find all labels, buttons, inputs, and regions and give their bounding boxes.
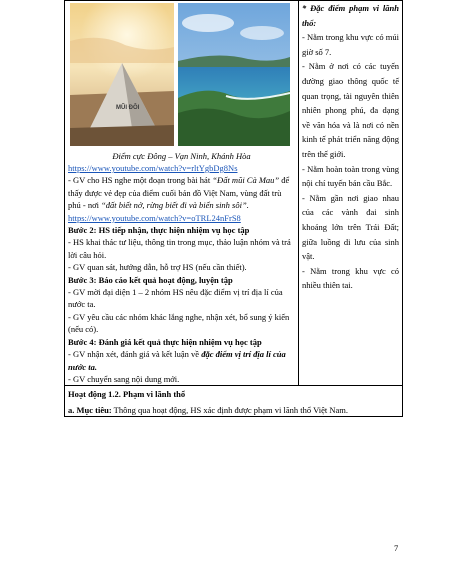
activity-goal [68,404,399,416]
right-item-4: - Nằm gần nơi giao nhau của các vành đai sinh khoáng lớn trên Trái Đất; giữa luồng di lưu của sinh vật. [302,192,399,262]
step3-title: Bước 3: Báo cáo kết quả hoạt động, luyện tập [68,274,233,285]
step2-item-1: - HS khai thác tư liệu, thông tin trong mục, thảo luận nhóm và trả lời câu hỏi. [68,237,291,260]
product-cell [299,1,403,386]
song-title: “Đất mũi Cà Mau” [212,175,280,186]
coast-photo [178,3,290,146]
photo-row [68,3,295,148]
goal-label: a. Mục tiêu: [68,404,112,415]
monument-photo [70,3,174,146]
right-item-2: - Nằm ở nơi có các tuyến đường giao thông quốc tế quan trọng, tài nguyên thiên nhiên phong phú, đa dạng về văn hóa và là nơi có nền kinh tế phát triển năng động trên thế giới. [302,61,399,159]
step3-item-1: - GV mời đại diện 1 – 2 nhóm HS nêu đặc điểm vị trí địa lí của nước ta. [68,287,283,310]
lesson-table [64,0,403,417]
gv-intro-paragraph [68,174,295,211]
step4-item-1-emphasis: đặc điểm vị trí địa lí của nước ta. [68,349,286,372]
right-item-3: - Nằm hoàn toàn trong vùng nội chí tuyến bán cầu Bắc. [302,163,399,189]
gv-intro-text-2: để thấy được vẻ đẹp của điểm cuối bản đồ Việt Nam, vùng đất trù phú - nơi [68,175,290,211]
monument-image [70,3,174,146]
step2-item-2: - GV quan sát, hướng dẫn, hỗ trợ HS (nếu cần thiết). [68,262,247,273]
youtube-link-2[interactable]: https://www.youtube.com/watch?v=oTRL24nFrS8 [68,212,241,223]
right-item-5: - Nằm trong khu vực có nhiều thiên tai. [302,265,399,291]
photo-caption: Điểm cực Đông – Vạn Ninh, Khánh Hòa [112,151,251,161]
coast-image [178,3,290,146]
quote-text: “đất biết nở, rừng biết đi và biển sinh sôi”. [101,200,249,211]
teacher-activity-cell [65,1,299,386]
right-heading: * Đặc điểm phạm vi lãnh thổ: [302,3,399,28]
step3-item-2: - GV yêu cầu các nhóm khác lắng nghe, nhận xét, bổ sung ý kiến (nếu có). [68,311,290,335]
youtube-link-1[interactable]: https://www.youtube.com/watch?v=rltYgbDg8Ns [68,163,238,173]
activity-title: Hoạt động 1.2. Phạm vi lãnh thổ [68,389,186,400]
step4-item-2: - GV chuyển sang nội dung mới. [68,373,180,384]
gv-intro-text: - GV cho HS nghe một đoạn trong bài hát [68,175,211,186]
page-number: 7 [394,543,399,553]
right-item-1: - Nằm trong khu vực có múi giờ số 7. [302,32,399,57]
goal-text: Thông qua hoạt động, HS xác định được phạm vi lãnh thổ Việt Nam. [113,404,349,415]
activity-cell [65,386,403,417]
step4-title: Bước 4: Đánh giá kết quả thực hiện nhiệm vụ học tập [68,336,262,347]
monument-label: MŨI ĐÔI [116,105,140,111]
step4-item-1 [68,348,295,373]
step2-title: Bước 2: HS tiếp nhận, thực hiện nhiệm vụ học tập [68,225,250,236]
step4-item-1-text: - GV nhận xét, đánh giá và kết luận về [68,349,200,360]
